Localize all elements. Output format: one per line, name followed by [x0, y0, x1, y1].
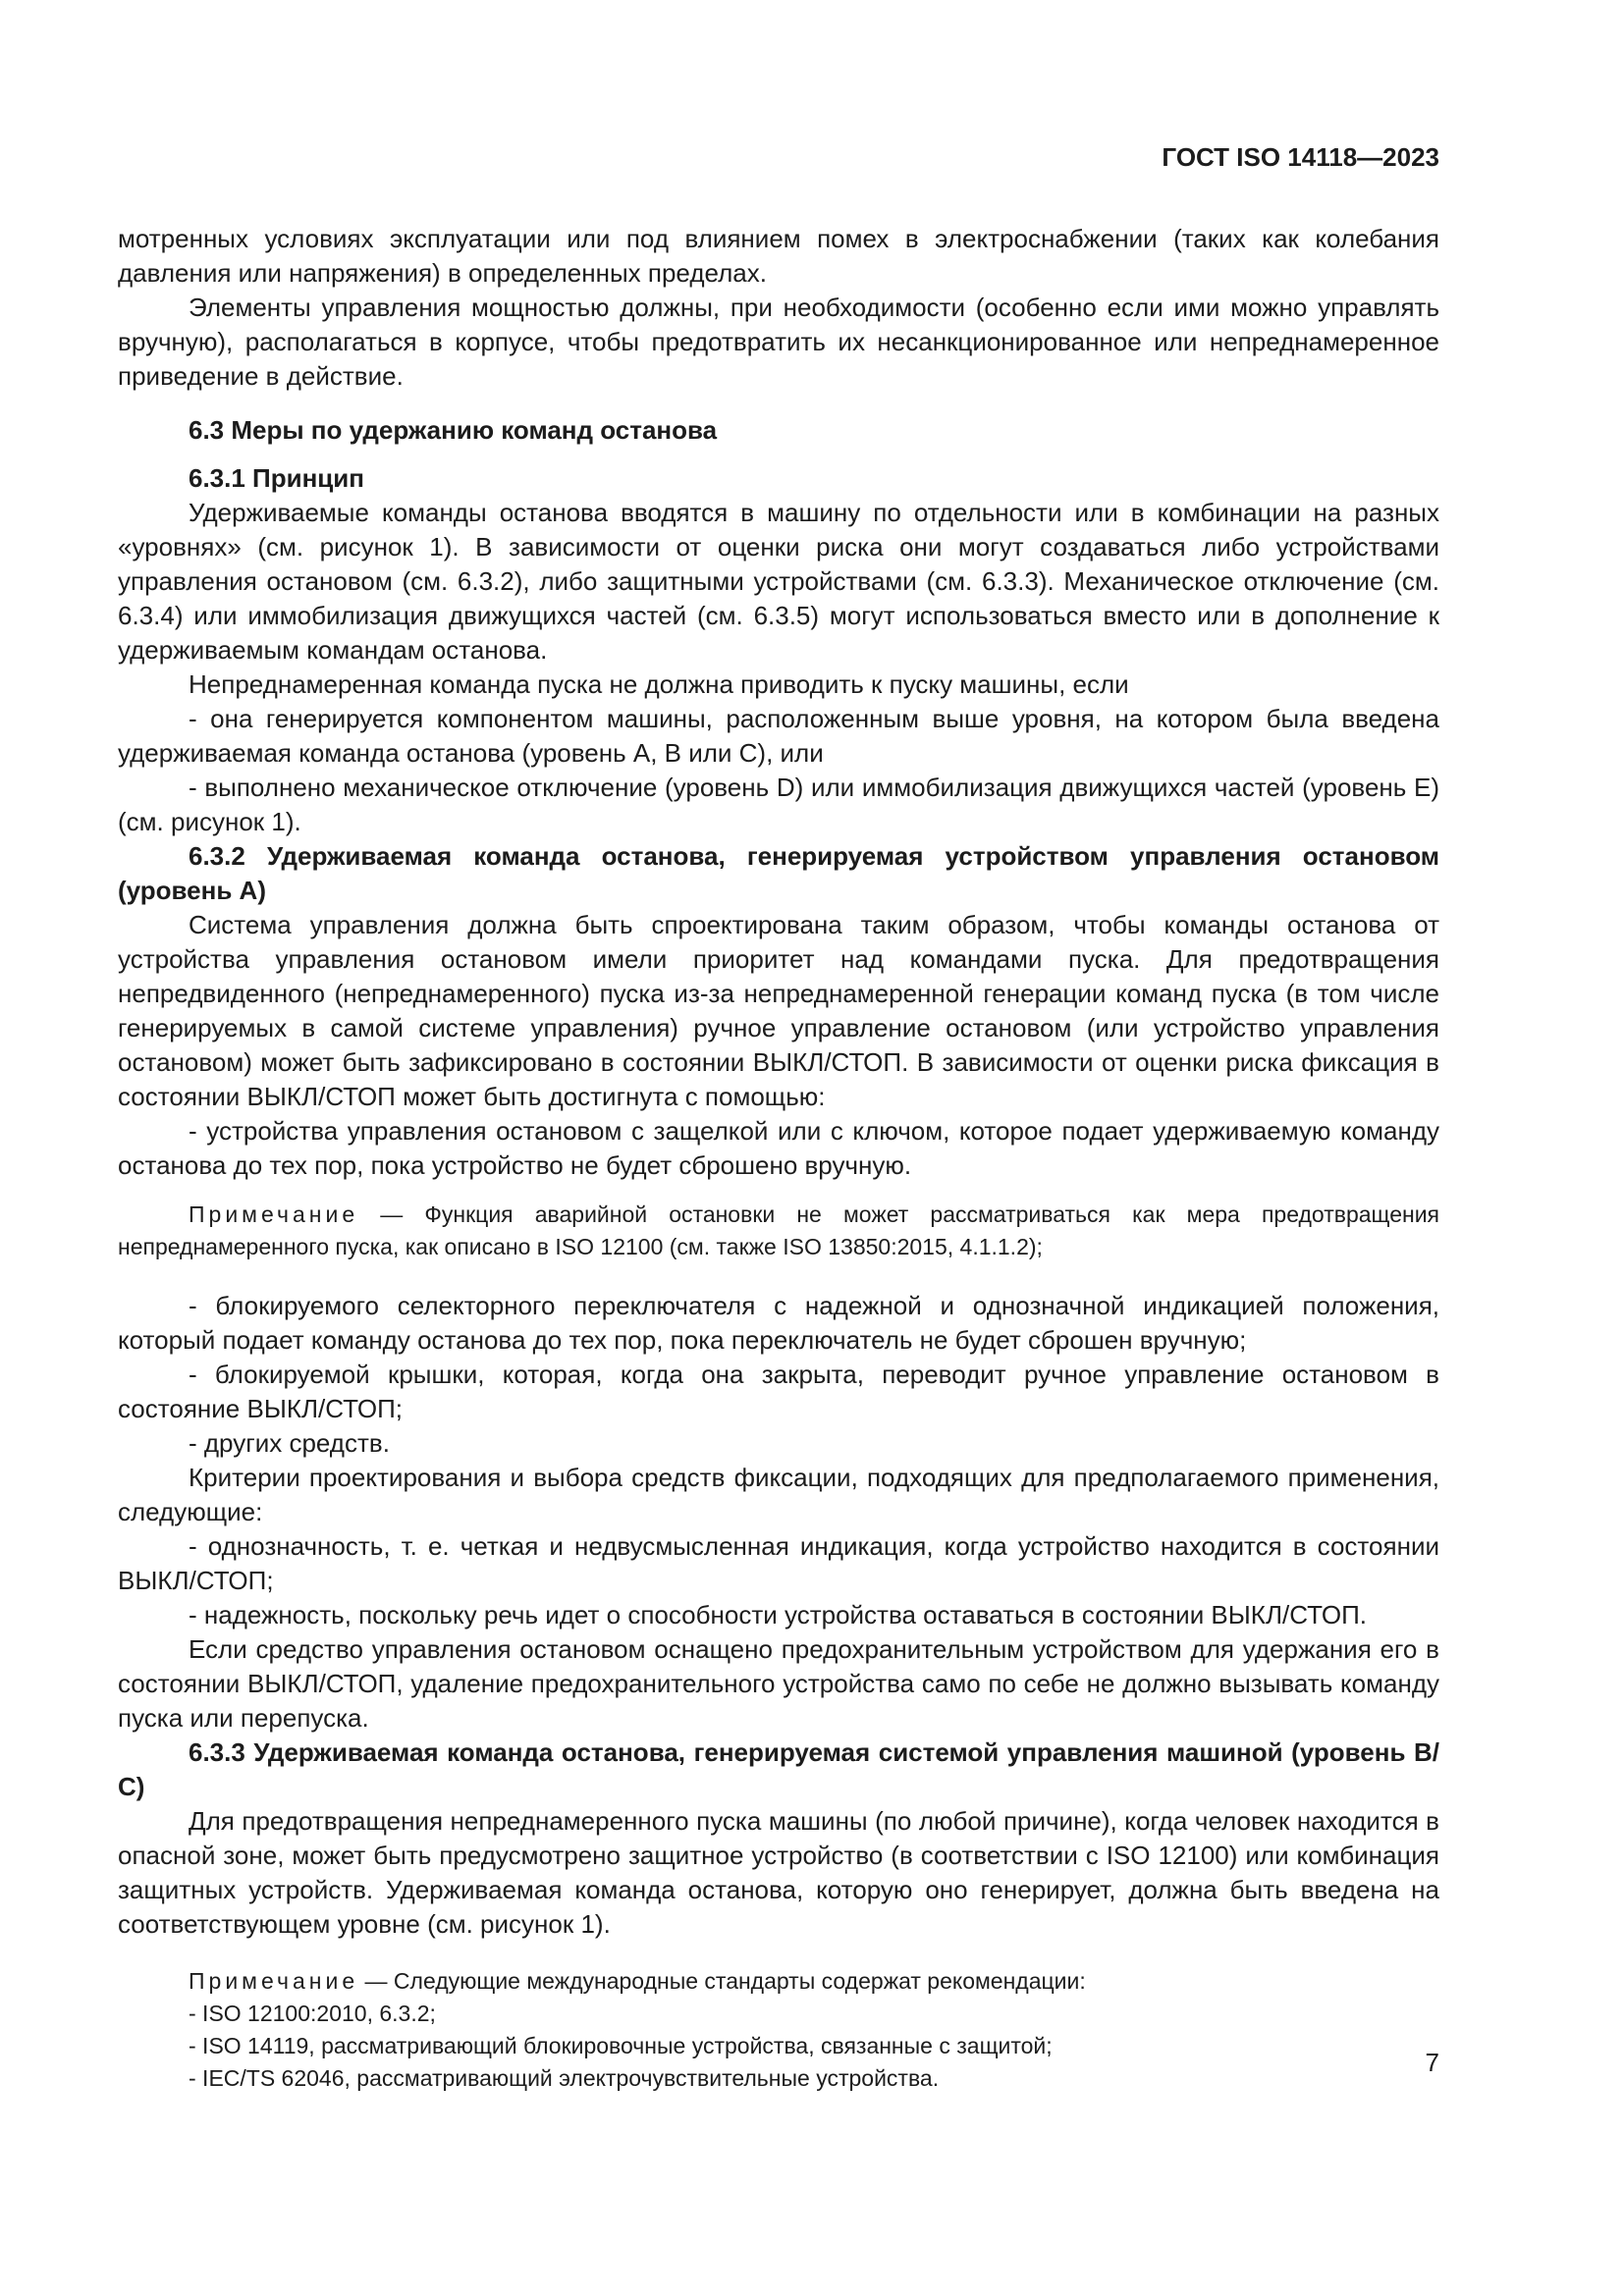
paragraph: Удерживаемые команды останова вводятся в машину по отдельности или в комбинации на разных «уровнях» (см. рисунок 1). В зависимости от оценки риска они могут создаваться либо устройствами управления остановом (см. 6.3.2), либо защитными устройствами (см. 6.3.3). Механическое отключение (см. 6.3.4) или иммобилизация движущихся частей (см. 6.3.5) могут использоваться вместо или в дополнение к удерживаемым командам останова. — [118, 498, 1439, 665]
note-label: Примечание — [189, 1968, 359, 1994]
list-item: - блокируемого селекторного переключателя с надежной и однозначной индикацией положения, который подает команду останова до тех пор, пока переключатель не будет сброшен вручную; — [118, 1291, 1439, 1355]
paragraph: мотренных условиях эксплуатации или под влиянием помех в электроснабжении (таких как колебания давления или напряжения) в определенных пределах. — [118, 224, 1439, 288]
paragraph: Непреднамеренная команда пуска не должна приводить к пуску машины, если — [189, 669, 1129, 699]
list-item: - однозначность, т. е. четкая и недвусмысленная индикация, когда устройство находится в состоянии ВЫКЛ/СТОП; — [118, 1531, 1439, 1595]
list-item: - надежность, поскольку речь идет о способности устройства оставаться в состоянии ВЫКЛ/СТОП. — [189, 1600, 1367, 1629]
note-text: — Функция аварийной остановки не может рассматриваться как мера предотвращения непреднамеренного пуска, как описано в ISO 12100 (см. также ISO 13850:2015, 4.1.1.2); — [118, 1201, 1439, 1259]
note-label: Примечание — [189, 1201, 359, 1227]
section-heading-6-3: 6.3 Меры по удержанию команд останова — [189, 415, 718, 445]
list-item: - она генерируется компонентом машины, расположенным выше уровня, на котором была введена удерживаемая команда останова (уровень А, В или С), или — [118, 704, 1439, 768]
paragraph: Если средство управления остановом оснащено предохранительным устройством для удержания его в состоянии ВЫКЛ/СТОП, удаление предохранительного устройства само по себе не должно вызывать команду пуска или перепуска. — [118, 1634, 1439, 1733]
note-list-item: - ISO 14119, рассматривающий блокировочные устройства, связанные с защитой; — [189, 2033, 1053, 2058]
section-heading-6-3-3: 6.3.3 Удерживаемая команда останова, генерируемая системой управления машиной (уровень В/С) — [118, 1737, 1439, 1801]
list-item: - других средств. — [189, 1428, 390, 1458]
document-header — [118, 142, 1439, 173]
paragraph: Система управления должна быть спроектирована таким образом, чтобы команды останова от устройства управления остановом имели приоритет над командами пуска. Для предотвращения непредвиденного (непреднамеренного) пуска из-за непреднамеренной генерации команд пуска (в том числе генерируемых в самой системе управления) ручное управление остановом (или устройство управления остановом) может быть зафиксировано в состоянии ВЫКЛ/СТОП. В зависимости от оценки риска фиксация в состоянии ВЫКЛ/СТОП может быть достигнута с помощью: — [118, 910, 1439, 1111]
paragraph: Критерии проектирования и выбора средств фиксации, подходящих для предполагаемого применения, следующие: — [118, 1463, 1439, 1526]
page-body — [118, 222, 1439, 2095]
list-item: - устройства управления остановом с защелкой или с ключом, которое подает удерживаемую команду останова до тех пор, пока устройство не будет сброшено вручную. — [118, 1116, 1439, 1180]
section-heading-6-3-2: 6.3.2 Удерживаемая команда останова, генерируемая устройством управления остановом (уровень А) — [118, 841, 1439, 905]
page-number: 7 — [1425, 2048, 1439, 2077]
note — [118, 1199, 1439, 1263]
note-text: — Следующие международные стандарты содержат рекомендации: — [358, 1968, 1086, 1994]
note-list-item: - IEC/TS 62046, рассматривающий электрочувствительные устройства. — [189, 2065, 940, 2091]
note — [118, 1965, 1439, 1998]
list-item: - блокируемой крышки, которая, когда она закрыта, переводит ручное управление остановом в состояние ВЫКЛ/СТОП; — [118, 1360, 1439, 1423]
section-heading-6-3-1: 6.3.1 Принцип — [189, 463, 364, 493]
list-item: - выполнено механическое отключение (уровень D) или иммобилизация движущихся частей (уровень Е) (см. рисунок 1). — [118, 773, 1439, 836]
standard-designation: ГОСТ ISO 14118—2023 — [1162, 142, 1439, 172]
paragraph: Для предотвращения непреднамеренного пуска машины (по любой причине), когда человек находится в опасной зоне, может быть предусмотрено защитное устройство (в соответствии с ISO 12100) или комбинация защитных устройств. Удерживаемая команда останова, которую оно генерирует, должна быть введена на соответствующем уровне (см. рисунок 1). — [118, 1806, 1439, 1939]
note-list-item: - ISO 12100:2010, 6.3.2; — [189, 2001, 436, 2026]
paragraph: Элементы управления мощностью должны, при необходимости (особенно если ими можно управлять вручную), располагаться в корпусе, чтобы предотвратить их несанкционированное или непреднамеренное приведение в действие. — [118, 293, 1439, 391]
